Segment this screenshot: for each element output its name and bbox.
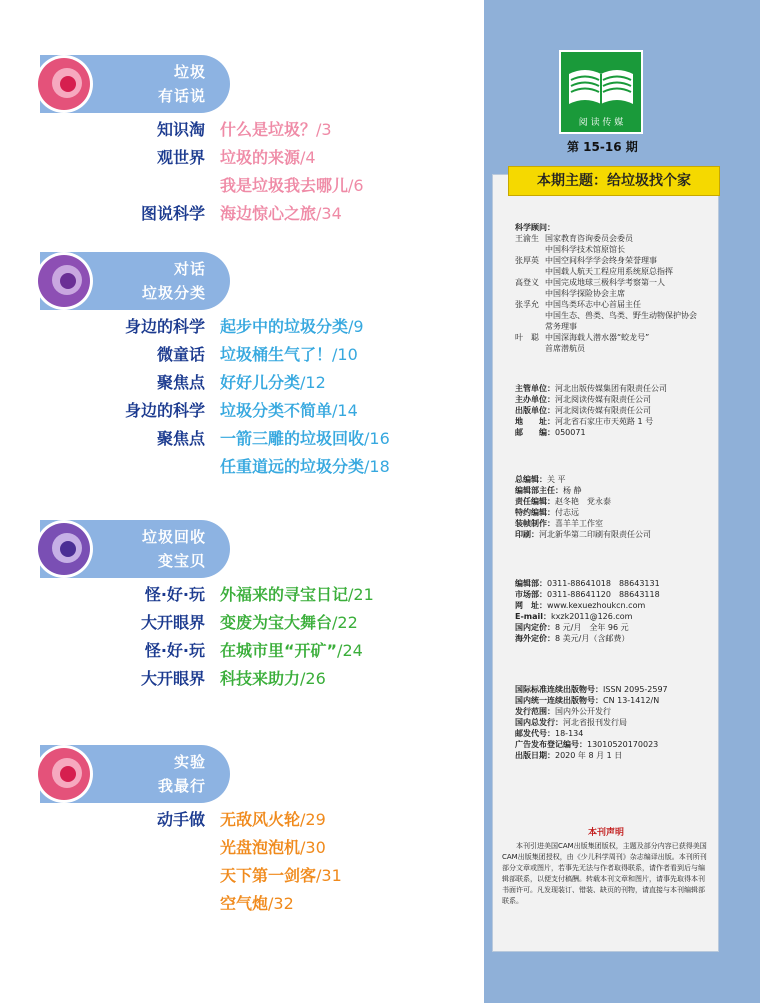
article-title: [220, 145, 316, 168]
toc-entry[interactable]: [0, 807, 480, 833]
info-line: [515, 633, 660, 644]
info-line: [515, 600, 660, 611]
article-title: [220, 666, 326, 689]
logo-text: 阅 读 传 媒: [578, 118, 624, 128]
info-line: [515, 750, 668, 761]
page-number: /10: [332, 345, 358, 364]
page-number: /29: [300, 810, 326, 829]
article-title-text: 在城市里“开矿”: [220, 641, 338, 660]
info-value: 8 美元/月（含邮费）: [555, 634, 630, 643]
info-value: 2020 年 8 月 1 日: [555, 751, 623, 760]
toc-entry[interactable]: [0, 370, 480, 396]
article-title: [220, 201, 342, 224]
info-key: 总编辑：: [515, 475, 547, 484]
advisor-role: 中国科学技术馆原馆长: [545, 245, 625, 254]
advisor-line: [515, 266, 697, 277]
article-title: [220, 863, 342, 886]
info-value: 8 元/月 全年 96 元: [555, 623, 629, 632]
info-line: [515, 589, 660, 600]
advisor-line: [515, 332, 697, 343]
issue-theme: 本期主题：给垃圾找个家: [508, 166, 720, 196]
article-title-text: 外福来的寻宝日记: [220, 585, 349, 604]
toc-entry[interactable]: [0, 582, 480, 608]
info-key: 装帧制作：: [515, 519, 555, 528]
article-title: [220, 610, 358, 633]
advisor-name: 张孚允: [515, 300, 539, 309]
toc-entry[interactable]: [0, 426, 480, 452]
info-line: [515, 684, 668, 695]
toc-entry[interactable]: [0, 863, 480, 889]
info-line: [515, 496, 651, 507]
page-number: /9: [348, 317, 364, 336]
info-value: 050071: [555, 428, 586, 437]
column-label: 知识淘: [156, 120, 205, 139]
article-title-text: 无敌风火轮: [220, 810, 301, 829]
toc-entry[interactable]: [0, 610, 480, 636]
toc-entry[interactable]: [0, 835, 480, 861]
section-disc-icon: [38, 748, 90, 800]
info-line: [515, 383, 667, 394]
article-title-text: 起步中的垃圾分类: [220, 317, 349, 336]
toc-entry[interactable]: [0, 454, 480, 480]
article-title: [220, 370, 326, 393]
info-key: 编辑部：: [515, 579, 547, 588]
info-value: ISSN 2095-2597: [603, 685, 668, 694]
page-number: /18: [364, 457, 390, 476]
info-value: 河北省报刊发行局: [563, 718, 627, 727]
advisor-name: 高登义: [515, 278, 539, 287]
advisor-role: 首席潜航员: [545, 344, 585, 353]
info-line: [515, 485, 651, 496]
info-value: 0311-88641018 88643131: [547, 579, 660, 588]
page-number: /3: [316, 120, 332, 139]
article-title-text: 变废为宝大舞台: [220, 613, 333, 632]
article-title-text: 好好儿分类: [220, 373, 301, 392]
article-title-text: 垃圾的来源: [220, 148, 301, 167]
info-value: CN 13-1412/N: [603, 696, 660, 705]
advisor-role: 中国空间科学学会终身荣誉理事: [545, 256, 657, 265]
advisor-line: [515, 233, 697, 244]
page-number: /21: [348, 585, 374, 604]
article-title-text: 天下第一剑客: [220, 866, 317, 885]
column-label: 大开眼界: [140, 669, 205, 688]
page-number: /32: [268, 894, 294, 913]
advisor-role: 中国科学探险协会主席: [545, 289, 625, 298]
article-title-text: 任重道远的垃圾分类: [220, 457, 365, 476]
article-title-text: 什么是垃圾？: [220, 120, 317, 139]
advisor-role: 中国鸟类环志中心首届主任: [545, 300, 641, 309]
advisor-line: [515, 244, 697, 255]
info-key: 编辑部主任：: [515, 486, 563, 495]
advisor-line: [515, 321, 697, 332]
article-title: [220, 835, 326, 858]
article-title-text: 垃圾桶生气了！: [220, 345, 333, 364]
column-label: 图说科学: [140, 204, 205, 223]
info-key: E-mail：: [515, 612, 552, 621]
info-value: 13010520170023: [587, 740, 659, 749]
info-key: 国内统一连续出版物号：: [515, 696, 603, 705]
article-title-text: 我是垃圾我去哪儿: [220, 176, 349, 195]
info-value: 河北阅读传媒有限责任公司: [555, 395, 651, 404]
toc-entry[interactable]: [0, 398, 480, 424]
info-value: 喜羊羊工作室: [555, 519, 603, 528]
info-line: [515, 739, 668, 750]
column-label: 聚焦点: [156, 373, 205, 392]
info-line: [515, 706, 668, 717]
article-title-text: 科技来助力: [220, 669, 301, 688]
info-key: 主办单位：: [515, 395, 555, 404]
advisor-name: 张厚英: [515, 256, 539, 265]
info-key: 地 址：: [515, 417, 555, 426]
article-title: [220, 173, 364, 196]
section-disc-icon: [38, 523, 90, 575]
toc-entry[interactable]: [0, 666, 480, 692]
section-heading-line: 我最行: [157, 777, 206, 795]
issn-block: [515, 684, 668, 761]
info-line: [515, 717, 668, 728]
info-value: 18-134: [555, 729, 584, 738]
info-key: 国内总发行：: [515, 718, 563, 727]
info-line: [515, 578, 660, 589]
info-line: [515, 611, 660, 622]
info-line: [515, 394, 667, 405]
article-title-text: 垃圾分类不简单: [220, 401, 333, 420]
info-line: [515, 427, 667, 438]
editors-block: [515, 474, 651, 540]
info-value: kxzk2011@126.com: [551, 612, 633, 621]
toc-entry[interactable]: [0, 314, 480, 340]
info-value: 赵冬艳 党永泰: [555, 497, 611, 506]
info-key: 印刷：: [515, 530, 539, 539]
page-number: /26: [300, 669, 326, 688]
article-title: [220, 398, 358, 421]
toc-entry[interactable]: [0, 342, 480, 368]
info-line: [515, 474, 651, 485]
info-key: 海外定价：: [515, 634, 555, 643]
info-key: 邮 编：: [515, 428, 555, 437]
declaration-title: 本刊声明: [587, 828, 624, 838]
article-title-text: 海边惊心之旅: [220, 204, 317, 223]
section-disc-icon: [38, 255, 90, 307]
page-number: /31: [316, 866, 342, 885]
info-value: 杨 静: [563, 486, 582, 495]
advisor-role: 中国完成地球三极科学考察第一人: [545, 278, 665, 287]
toc-entry[interactable]: [0, 117, 480, 143]
article-title-text: 空气炮: [220, 894, 269, 913]
advisor-role: 常务理事: [545, 322, 577, 331]
article-title: [220, 454, 390, 477]
column-label: 大开眼界: [140, 613, 205, 632]
info-key: 责任编辑：: [515, 497, 555, 506]
column-label: 聚焦点: [156, 429, 205, 448]
article-title-text: 光盘泡泡机: [220, 838, 301, 857]
toc-entry[interactable]: [0, 891, 480, 917]
advisor-line: [515, 299, 697, 310]
article-title: [220, 426, 390, 449]
column-label: 动手做: [156, 810, 205, 829]
advisors-title: 科学顾问：: [515, 223, 555, 232]
article-title: [220, 314, 364, 337]
info-key: 邮发代号：: [515, 729, 555, 738]
column-label: 怪·好·玩: [144, 585, 205, 604]
info-line: [515, 507, 651, 518]
section-heading-line: 有话说: [157, 87, 206, 105]
page-number: /12: [300, 373, 326, 392]
info-value: 0311-88641120 88643118: [547, 590, 660, 599]
column-label: 观世界: [156, 148, 205, 167]
section-heading-line: 垃圾: [173, 63, 206, 81]
info-key: 主管单位：: [515, 384, 555, 393]
article-title: [220, 807, 326, 830]
page-number: /4: [300, 148, 316, 167]
info-line: [515, 405, 667, 416]
info-key: 发行范围：: [515, 707, 555, 716]
info-value: 国内外公开发行: [555, 707, 611, 716]
info-line: [515, 529, 651, 540]
info-value: www.kexuezhoukcn.com: [547, 601, 646, 610]
info-key: 市场部：: [515, 590, 547, 599]
section-heading-line: 对话: [173, 260, 206, 278]
article-title-text: 一箭三雕的垃圾回收: [220, 429, 365, 448]
info-line: [515, 622, 660, 633]
info-value: 河北新华第二印刷有限责任公司: [539, 530, 651, 539]
section-heading-line: 垃圾回收: [141, 528, 206, 546]
page-number: /30: [300, 838, 326, 857]
info-line: [515, 416, 667, 427]
info-key: 出版单位：: [515, 406, 555, 415]
advisor-role: 中国生态、兽类、鸟类、野生动物保护协会: [545, 311, 697, 320]
toc-entry[interactable]: [0, 201, 480, 227]
page-number: /24: [337, 641, 363, 660]
advisor-line: [515, 343, 697, 354]
info-key: 国内定价：: [515, 623, 555, 632]
section-heading-line: 实验: [173, 753, 206, 771]
info-key: 广告发布登记编号：: [515, 740, 587, 749]
advisor-line: [515, 255, 697, 266]
advisor-line: [515, 288, 697, 299]
contact-block: [515, 578, 660, 644]
article-title: [220, 891, 294, 914]
column-label: 微童话: [156, 345, 205, 364]
info-line: [515, 695, 668, 706]
publisher-block: [515, 383, 667, 438]
info-line: [515, 728, 668, 739]
advisor-role: 中国深海载人潜水器“蛟龙号”: [545, 333, 650, 342]
info-line: [515, 518, 651, 529]
issue-number: 第 15-16 期: [567, 140, 638, 154]
toc-entry[interactable]: [0, 145, 480, 171]
info-key: 出版日期：: [515, 751, 555, 760]
info-value: 河北省石家庄市天苑路 1 号: [555, 417, 654, 426]
info-value: 河北出版传媒集团有限责任公司: [555, 384, 667, 393]
article-title: [220, 342, 358, 365]
column-label: 怪·好·玩: [144, 641, 205, 660]
advisor-role: 国家教育咨询委员会委员: [545, 234, 633, 243]
info-value: 付志远: [555, 508, 579, 517]
info-key: 特约编辑：: [515, 508, 555, 517]
section-disc-icon: [38, 58, 90, 110]
publisher-logo: [559, 50, 643, 134]
article-title: [220, 117, 332, 140]
article-title: [220, 582, 374, 605]
advisor-role: 中国载人航天工程应用系统原总指挥: [545, 267, 673, 276]
page-number: /14: [332, 401, 358, 420]
toc-entry[interactable]: [0, 638, 480, 664]
advisors-block: [515, 222, 697, 354]
toc-entry[interactable]: [0, 173, 480, 199]
info-key: 国际标准连续出版物号：: [515, 685, 603, 694]
page-number: /22: [332, 613, 358, 632]
page-number: /6: [348, 176, 364, 195]
page-number: /34: [316, 204, 342, 223]
declaration-text: 本刊引进美国CAM出版集团版权，主题及部分内容已获得美国CAM出版集团授权，由《少儿科学周刊》杂志编译出版。本刊所刊部分文章或图片，若事先无法与作者取得联系，请作者看到后与编辑部联系，以便支付稿酬。转载本刊文章和图片，请事先取得本刊书面许可。凡发现装订、错装、缺页的刊物，请直接与本刊编辑部联系。: [502, 842, 707, 905]
section-heading-line: 变宝贝: [157, 552, 206, 570]
advisor-name: 王渝生: [515, 234, 539, 243]
advisor-name: 叶 聪: [515, 333, 539, 342]
column-label: 身边的科学: [124, 401, 205, 420]
advisor-line: [515, 277, 697, 288]
section-heading-line: 垃圾分类: [141, 284, 206, 302]
info-value: 关 平: [547, 475, 566, 484]
info-key: 网 址：: [515, 601, 547, 610]
page-number: /16: [364, 429, 390, 448]
info-value: 河北阅读传媒有限责任公司: [555, 406, 651, 415]
article-title: [220, 638, 363, 661]
column-label: 身边的科学: [124, 317, 205, 336]
advisor-line: [515, 310, 697, 321]
